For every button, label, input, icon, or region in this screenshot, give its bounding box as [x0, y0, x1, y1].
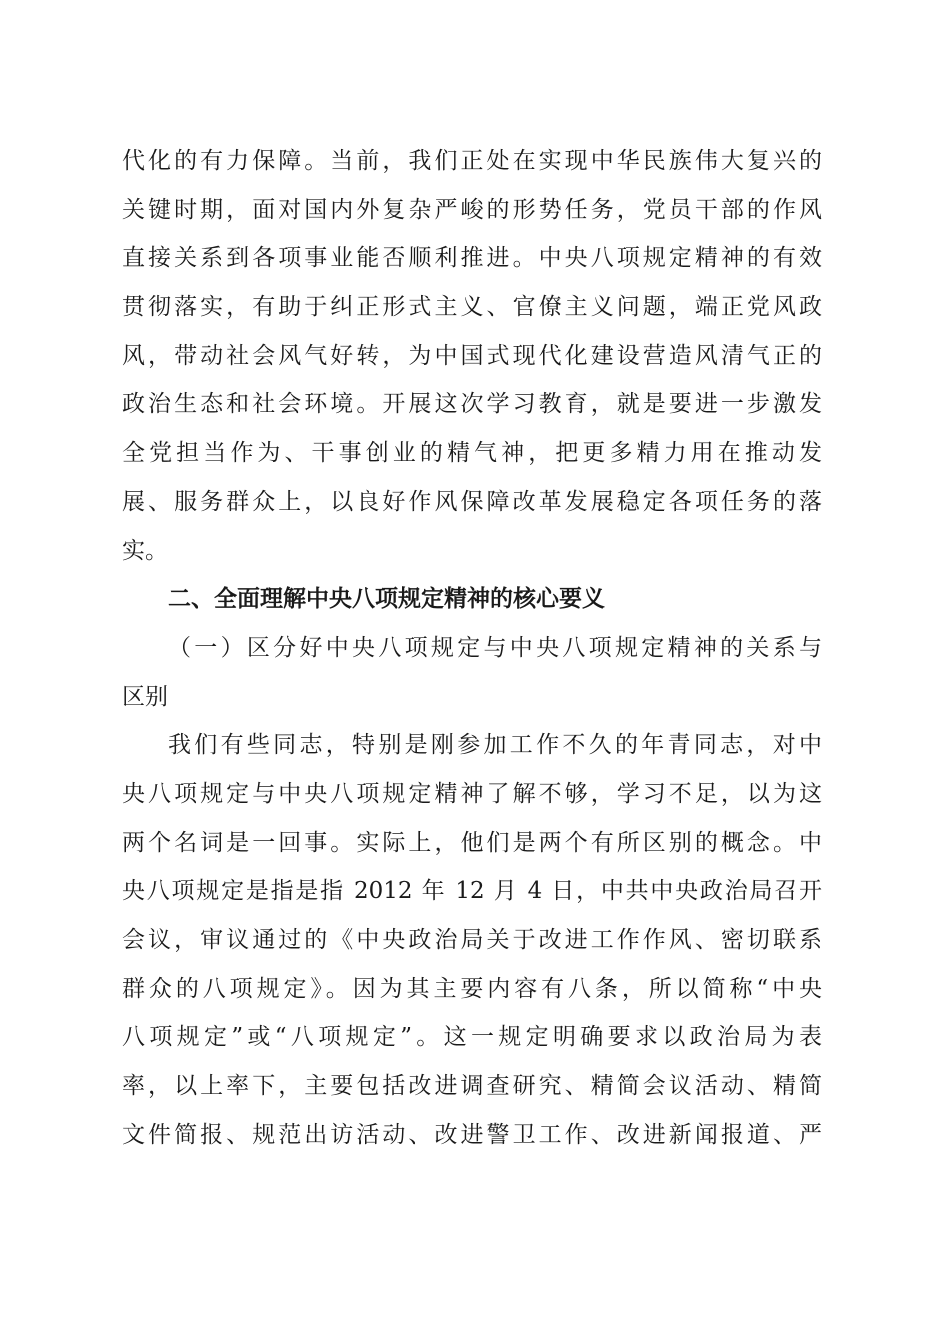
paragraph-line: 文件简报、规范出访活动、改进警卫工作、改进新闻报道、严: [122, 1121, 822, 1148]
paragraph-line: 实。: [122, 537, 168, 564]
paragraph-line: 代化的有力保障。当前，我们正处在实现中华民族伟大复兴的: [122, 148, 822, 174]
paragraph-line: 率，以上率下，主要包括改进调查研究、精简会议活动、精简: [122, 1073, 822, 1100]
paragraph-line: 全党担当作为、干事创业的精气神，把更多精力用在推动发: [122, 440, 822, 467]
document-body: [122, 137, 822, 1159]
paragraph-line: 关键时期，面对国内外复杂严峻的形势任务，党员干部的作风: [122, 196, 822, 223]
paragraph-line: 政治生态和社会环境。开展这次学习教育，就是要进一步激发: [122, 391, 822, 418]
paragraph-line: 直接关系到各项事业能否顺利推进。中央八项规定精神的有效: [122, 245, 822, 272]
paragraph-line: 贯彻落实，有助于纠正形式主义、官僚主义问题，端正党风政: [122, 294, 822, 321]
section-heading: 二、全面理解中央八项规定精神的核心要义: [168, 586, 605, 613]
paragraph-2: [122, 721, 822, 1159]
subsection-heading-line: （一）区分好中央八项规定与中央八项规定精神的关系与: [168, 634, 822, 661]
paragraph-line: 群众的八项规定》。因为其主要内容有八条，所以简称“中央: [122, 975, 822, 1002]
paragraph-line: 八项规定”或“八项规定”。这一规定明确要求以政治局为表: [122, 1024, 822, 1051]
subsection-heading: [122, 624, 822, 721]
subsection-heading-line: 区别: [122, 683, 168, 710]
paragraph-line: 两个名词是一回事。实际上，他们是两个有所区别的概念。中: [122, 829, 822, 856]
paragraph-line: 央八项规定与中央八项规定精神了解不够，学习不足，以为这: [122, 780, 822, 807]
paragraph-line: 我们有些同志，特别是刚参加工作不久的年青同志，对中: [168, 732, 822, 759]
paragraph-1: [122, 137, 822, 575]
paragraph-line: 央八项规定是指是指 2012 年 12 月 4 日，中共中央政治局召开: [122, 878, 822, 905]
paragraph-line: 展、服务群众上，以良好作风保障改革发展稳定各项任务的落: [122, 488, 822, 515]
paragraph-line: 会议，审议通过的《中央政治局关于改进工作作风、密切联系: [122, 927, 822, 953]
paragraph-line: 风，带动社会风气好转，为中国式现代化建设营造风清气正的: [122, 342, 822, 369]
